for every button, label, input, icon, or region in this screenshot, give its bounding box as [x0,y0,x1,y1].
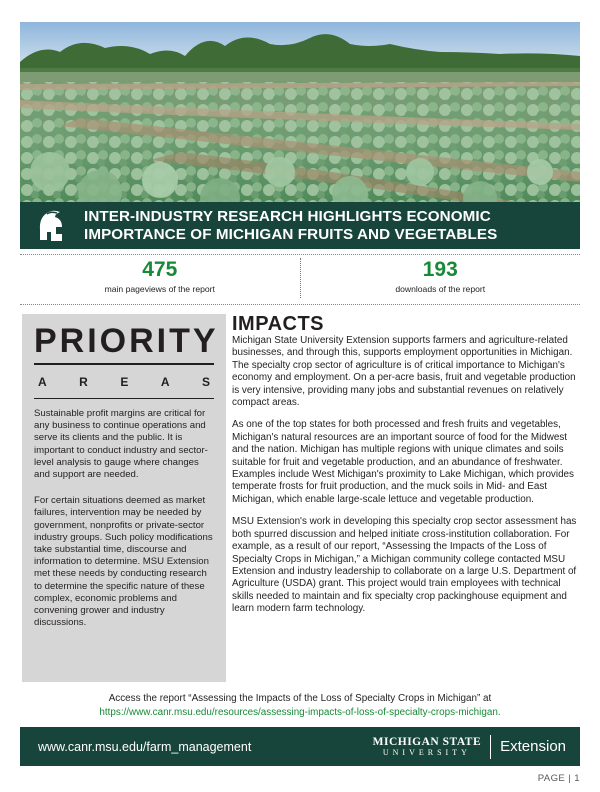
footer-bar [20,727,580,766]
stat-label: downloads of the report [395,284,486,294]
title-line-1: INTER-INDUSTRY RESEARCH HIGHLIGHTS ECONOMIC [84,207,491,225]
hero-cabbage-field-photo [20,22,580,206]
msu-logo [373,736,482,758]
stat-downloads [301,258,581,300]
priority-heading: PRIORITY [34,322,219,360]
stat-number: 475 [142,258,178,281]
logo-separator [490,735,491,759]
logo-line-2: UNIVERSITY [382,747,471,757]
page-number: PAGE | 1 [537,773,580,784]
priority-areas-sidebar [22,314,226,682]
impacts-paragraph: Michigan State University Extension supports farmers and agriculture-related businesses, and through this, supports employment opportunities in Michigan. The specialty crop sector of agriculture is of critical importance to Michigan's economy and employment. On a per-acre basis, fruit and vegetable production is very intensive, providing many jobs and substantial revenues on relatively compact areas. [232,335,576,409]
stat-number: 193 [422,258,458,281]
stat-label: main pageviews of the report [104,284,215,294]
extension-wordmark: Extension [500,738,566,755]
areas-heading [38,375,210,389]
sidebar-paragraph: For certain situations deemed as market failures, intervention may be needed by government, nonprofits or private-sector industry groups. Such policy modifications take substantial time, discourse and information to determine. MSU Extension met these needs by conducting research to determine the specific nature of these complex, economic problems and convening grower and industry discussions. [34,495,213,629]
impacts-section [232,313,584,616]
access-text: Access the report “Assessing the Impacts of the Loss of Specialty Crops in Michigan” at [108,693,492,704]
areas-letter: E [120,375,129,389]
report-link[interactable]: https://www.canr.msu.edu/resources/assessing-impacts-of-loss-of-specialty-crops-michigan. [99,707,501,718]
areas-letter: R [79,375,88,389]
stat-pageviews [20,258,300,300]
impacts-paragraph: As one of the top states for both processed and fresh fruits and vegetables, Michigan's natural resources are an important source of food for the Midwest and the nation. Michigan has multiple regions with unique climates and soils suitable for fruit and vegetable production, and an abundance of freshwater. Examples include West Michigan's proximity to Lake Michigan, which provides temperate frosts for fruit production, and the muck soils in Mid- and East Michigan, which enable large-scale lettuce and vegetable production. [232,419,574,505]
report-access-note [20,692,580,720]
impacts-heading: IMPACTS [232,313,325,335]
divider-top [20,254,580,255]
page-title [80,208,497,244]
divider [34,398,214,399]
title-banner [20,202,580,249]
divider-bottom [20,304,580,305]
logo-line-1: MICHIGAN STATE [372,735,482,748]
areas-letter: A [38,375,47,389]
divider [34,363,214,365]
footer-url-link[interactable]: www.canr.msu.edu/farm_management [38,739,252,754]
spartan-helmet-icon [20,202,80,249]
stats-row [20,258,580,300]
areas-letter: S [201,375,210,389]
impacts-paragraph: MSU Extension's work in developing this specialty crop sector assessment has both spurred discussion and helped initiate cross-institution collaboration. For example, as a result of our report, “Assessing the Impacts of the Loss of Specialty Crops in Michigan,” a Michigan community college contacted MSU Extension and industry leadership to collaborate on a large U.S. Department of Agriculture (USDA) grant. This project would train employees with technical skills needed to maintain and fix specialty crop packinghouse equipment and learn modern farm technology. [232,516,577,615]
areas-letter: A [160,375,170,389]
title-line-2: IMPORTANCE OF MICHIGAN FRUITS AND VEGETABLES [84,225,498,243]
sidebar-paragraph: Sustainable profit margins are critical for any business to continue operations and serve its clients and the public. It is important to conduct industry and sector-level analysis to gauge where changes and support are needed. [34,408,208,481]
